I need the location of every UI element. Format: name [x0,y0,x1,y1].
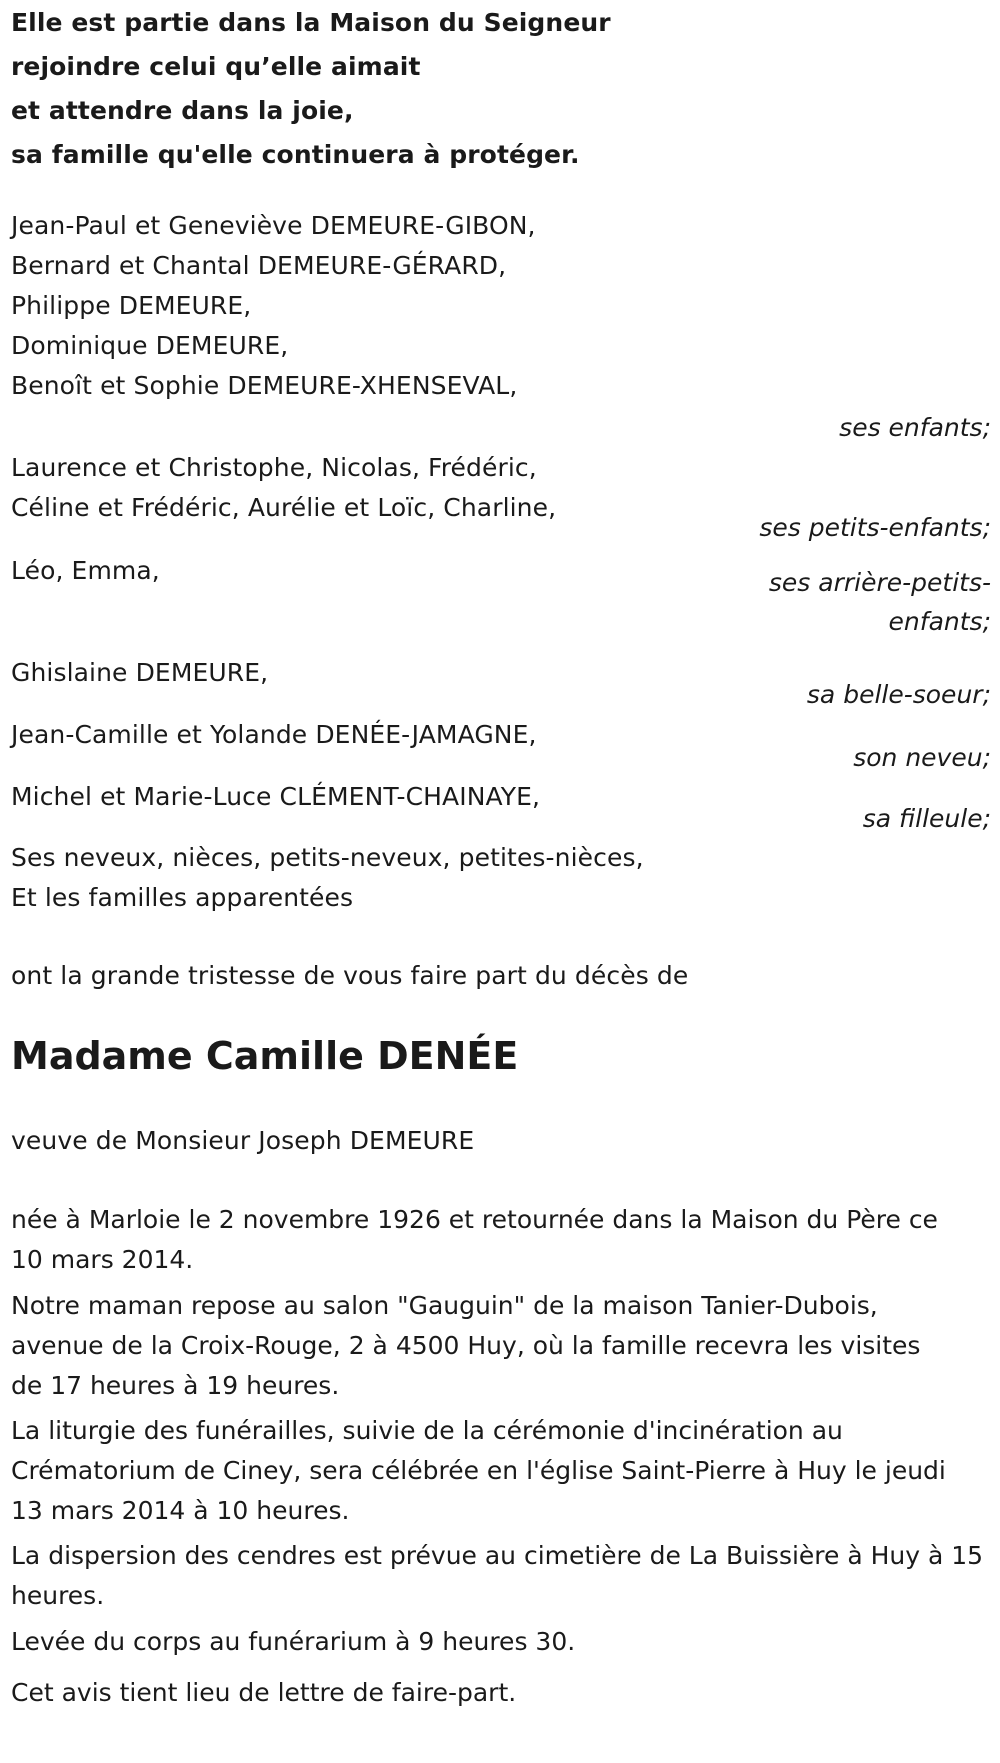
deceased-name: Madame Camille DENÉE [11,1034,519,1078]
procession-paragraph: Levée du corps au funérarium à 9 heures 30. [11,1627,576,1656]
family-name-line: Benoît et Sophie DEMEURE-XHENSEVAL, [11,371,518,400]
family-name-line: Dominique DEMEURE, [11,331,289,360]
viewing-paragraph: Notre maman repose au salon "Gauguin" de la maison Tanier-Dubois, avenue de la Croix-Rouge, 2 à 4500 Huy, où la famille recevra les visites de 17 heures à 19 heures. [11,1291,921,1400]
family-name-line: Ghislaine DEMEURE, [11,658,269,687]
funeral-paragraph: La liturgie des funérailles, suivie de la cérémonie d'incinération au Crématorium de Ciney, sera célébrée en l'église Saint-Pierre à Huy le jeudi 13 mars 2014 à 10 heures. [11,1416,946,1525]
opening-verse [11,0,611,180]
nephew-group [11,715,991,772]
verse-line: Elle est partie dans la Maison du Seigneur [11,8,611,37]
family-name-line: Céline et Frédéric, Aurélie et Loïc, Charline, [11,493,557,522]
family-name-line: Laurence et Christophe, Nicolas, Frédéric, [11,453,537,482]
relation-label: sa filleule; [862,804,991,833]
family-name-line: Philippe DEMEURE, [11,291,252,320]
verse-line: sa famille qu'elle continuera à protéger. [11,140,580,169]
family-name-line: Jean-Camille et Yolande DENÉE-JAMAGNE, [11,720,537,749]
sister-in-law-group [11,653,991,709]
relation-label: enfants; [888,607,991,636]
relation-label: son neveu; [853,743,991,772]
relation-label: ses enfants; [839,413,991,442]
goddaughter-group [11,777,991,833]
family-name-line: Et les familles apparentées [11,883,354,912]
family-name-line: Ses neveux, nièces, petits-neveux, petites-nièces, [11,843,644,872]
family-name-line: Jean-Paul et Geneviève DEMEURE-GIBON, [11,211,536,240]
notice-paragraph: Cet avis tient lieu de lettre de faire-part. [11,1678,517,1707]
relation-label: ses arrière-petits- [768,568,991,597]
children-group [11,206,991,442]
grandchildren-group [11,448,991,542]
family-name-line: Bernard et Chantal DEMEURE-GÉRARD, [11,251,507,280]
birth-death-paragraph: née à Marloie le 2 novembre 1926 et retournée dans la Maison du Père ce 10 mars 2014. [11,1205,938,1274]
verse-line: et attendre dans la joie, [11,96,354,125]
announcement-text: ont la grande tristesse de vous faire part du décès de [11,961,689,990]
family-name-line: Léo, Emma, [11,556,160,585]
relation-label: sa belle-soeur; [806,680,991,709]
extended-family-group [11,838,991,918]
family-name-line: Michel et Marie-Luce CLÉMENT-CHAINAYE, [11,782,541,811]
great-grandchildren-group [11,551,991,636]
widow-of-text: veuve de Monsieur Joseph DEMEURE [11,1126,475,1155]
verse-line: rejoindre celui qu’elle aimait [11,52,421,81]
ashes-paragraph: La dispersion des cendres est prévue au cimetière de La Buissière à Huy à 15 heures. [11,1541,984,1610]
relation-label: ses petits-enfants; [759,513,991,542]
